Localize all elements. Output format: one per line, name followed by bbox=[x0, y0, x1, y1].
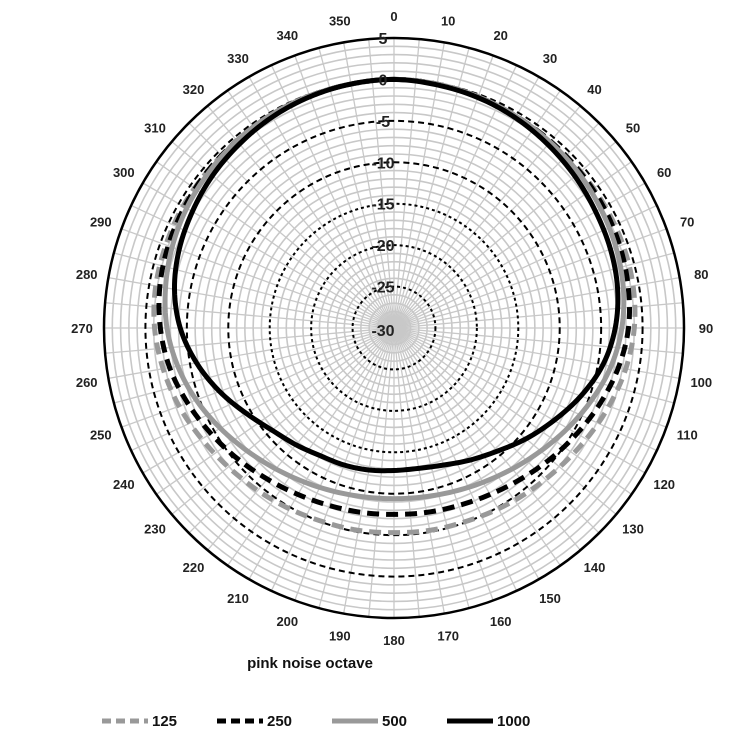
angle-tick-label: 320 bbox=[182, 82, 205, 97]
angle-tick-label: 140 bbox=[583, 560, 606, 575]
radial-tick-label: -25 bbox=[371, 279, 395, 297]
legend-item-500 bbox=[330, 708, 407, 734]
legend-swatch-125 bbox=[100, 716, 150, 726]
angle-tick-label: 290 bbox=[89, 214, 112, 230]
angle-tick-label: 340 bbox=[276, 27, 299, 43]
legend-label-125: 125 bbox=[152, 712, 178, 730]
angle-tick-label: 170 bbox=[437, 628, 460, 644]
radial-tick-label: -30 bbox=[371, 323, 395, 340]
legend bbox=[100, 708, 660, 734]
angle-tick-label: 220 bbox=[182, 560, 205, 575]
radial-tick-label: -20 bbox=[371, 238, 395, 256]
legend-item-250 bbox=[215, 708, 292, 734]
legend-item-125 bbox=[100, 708, 177, 734]
angle-tick-label: 350 bbox=[328, 13, 351, 29]
angle-tick-label: 300 bbox=[112, 165, 135, 180]
angle-tick-label: 250 bbox=[89, 427, 112, 443]
radial-tick-label: -10 bbox=[371, 155, 395, 173]
angle-tick-label: 150 bbox=[539, 591, 561, 607]
angle-tick-label: 190 bbox=[328, 628, 351, 644]
angle-tick-label: 20 bbox=[493, 27, 508, 43]
radial-tick-label: 5 bbox=[378, 31, 388, 48]
angle-tick-label: 230 bbox=[144, 521, 166, 537]
radial-spoke bbox=[394, 303, 683, 328]
angle-tick-label: 80 bbox=[694, 266, 709, 282]
legend-swatch-500 bbox=[330, 716, 380, 726]
angle-tick-label: 180 bbox=[383, 633, 405, 648]
angle-tick-label: 10 bbox=[440, 13, 456, 29]
angle-tick-label: 260 bbox=[75, 375, 98, 391]
radial-tick-label: 0 bbox=[378, 72, 388, 90]
legend-swatch-1000 bbox=[445, 716, 495, 726]
radial-tick-label: -15 bbox=[371, 196, 395, 214]
angle-tick-label: 110 bbox=[676, 427, 698, 443]
radial-spoke bbox=[394, 328, 683, 353]
legend-swatch-250 bbox=[215, 716, 265, 726]
angle-tick-label: 210 bbox=[227, 591, 249, 607]
radial-spoke bbox=[105, 303, 394, 328]
angle-tick-label: 30 bbox=[542, 50, 558, 66]
legend-item-1000 bbox=[445, 708, 530, 734]
legend-label-500: 500 bbox=[382, 712, 408, 730]
angle-tick-label: 200 bbox=[276, 614, 299, 630]
legend-title: pink noise octave bbox=[247, 655, 373, 672]
angle-tick-label: 330 bbox=[227, 50, 249, 66]
legend-label-1000: 1000 bbox=[497, 712, 531, 730]
angle-tick-label: 100 bbox=[690, 375, 713, 391]
angle-tick-label: 160 bbox=[489, 614, 512, 630]
angle-tick-label: 90 bbox=[698, 321, 714, 336]
angle-tick-label: 270 bbox=[71, 321, 93, 336]
angle-tick-label: 280 bbox=[75, 266, 98, 282]
angle-tick-label: 70 bbox=[679, 214, 695, 230]
legend-label-250: 250 bbox=[267, 712, 293, 730]
angle-tick-label: 0 bbox=[390, 9, 398, 24]
radial-tick-label: -5 bbox=[375, 113, 391, 131]
angle-tick-label: 50 bbox=[625, 120, 641, 136]
angle-tick-label: 240 bbox=[112, 477, 135, 492]
angle-tick-label: 130 bbox=[622, 521, 644, 537]
angle-tick-label: 310 bbox=[144, 120, 166, 136]
angle-tick-label: 60 bbox=[656, 165, 672, 180]
radial-spoke bbox=[105, 328, 394, 353]
angle-tick-label: 40 bbox=[587, 82, 602, 97]
angle-tick-label: 120 bbox=[653, 477, 676, 492]
